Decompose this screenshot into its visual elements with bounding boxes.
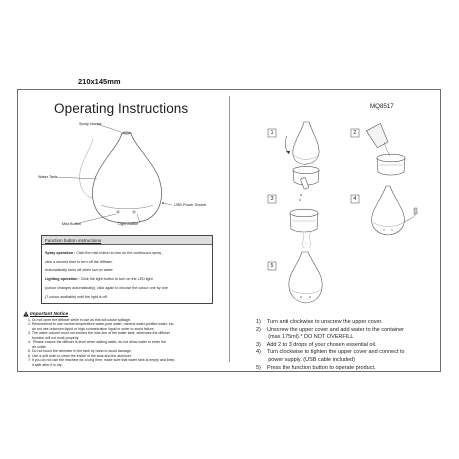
notice-line: 2. Recommend to use normal temperature water,pure water, mineral water,purified water, etc, (28, 322, 175, 327)
step-line: 2) Unscrew the upper cover and add water to the container (256, 326, 404, 333)
page-title: Operating Instructions (54, 101, 189, 116)
step-number-2: 2 (353, 129, 357, 136)
function-line-text: Automatically turns off when low on water. (45, 268, 114, 273)
function-line-text: click a second time to turn off the diffuser. (45, 259, 113, 264)
mist-button-label: Mist Button (62, 222, 81, 226)
step-number-1: 1 (270, 129, 274, 136)
function-line-text: Click the mist button to turn on the continuous spray , (75, 251, 164, 255)
spray-nozzle-label: Spray Nozzle (79, 122, 102, 126)
notice-line: 7. If you do not use the machine for a long time, make sure that water tank is empty and keep (28, 358, 175, 363)
notice-line: do not use unknown liquid or high-concentration liquid in order to avoid failure. (28, 326, 155, 331)
notice-line: 4. Please ensure the diffuser is level when adding water, do not allow water to enter the (28, 340, 166, 345)
usb-socket-label: USB Power Socket (174, 203, 207, 207)
notice-line: function will not work properly. (28, 335, 80, 340)
light-button-label: Light Button (118, 222, 139, 226)
step-2-illustration (366, 123, 405, 175)
model-number: MQ8517 (370, 103, 394, 110)
function-line-text: (7 colour available) until the light is off. (45, 294, 108, 299)
step-line: 5) Press the function button to operate product. (256, 364, 376, 371)
step-line: (max 175ml).* DO NOT OVERFILL (256, 334, 354, 341)
notice-line: 1. Do not open the diffuser while in use as this will cause spillage. (28, 318, 131, 322)
notice-line: air outlet. (28, 344, 47, 349)
notice-line: 3. The water volume must not exceed the max line of the water tank, otherwise the diffuser (28, 331, 171, 336)
steps-list (256, 319, 436, 372)
step-number-4: 4 (353, 195, 357, 202)
notice-line: 5. Do not touch the atomizer in the tank by hand to avoid damage. (28, 349, 132, 354)
function-line-bold: Spray operation : (45, 251, 76, 255)
function-box-title: Function button instructions (45, 237, 102, 243)
step-4-illustration (372, 186, 417, 235)
step-line: 4) Turn clockwise to tighten the upper cover and connect to (256, 349, 405, 356)
step-line: 1) Turn anti clockwise to unscrew the upper cover. (256, 319, 383, 325)
notice-line: 6. Use a soft cloth to clean the inside of the tank and the atomizer. (28, 353, 132, 358)
step-1-illustration (285, 122, 319, 185)
step-line: 3) Add 2 to 3 drops of your chosen essential oil. (256, 341, 377, 348)
notice-title: Important Notice (30, 312, 69, 317)
step-5-illustration (289, 232, 322, 303)
step-line: power supply. (USB cable included) (256, 356, 355, 363)
step-3-illustration (290, 177, 318, 232)
function-line-text: Click the light button to turn on the LED light (79, 277, 153, 282)
function-line-text: (colour changes automatically), click again to choose the colour one by one (45, 285, 168, 290)
function-line-bold: Lighting operation : (45, 277, 80, 282)
notice-line: it safe after it is dry. (28, 362, 63, 367)
step-number-3: 3 (270, 195, 274, 202)
step-number-5: 5 (270, 262, 274, 269)
dimension-label: 210x145mm (78, 77, 121, 86)
water-tank-label: Water Tank (38, 175, 57, 179)
